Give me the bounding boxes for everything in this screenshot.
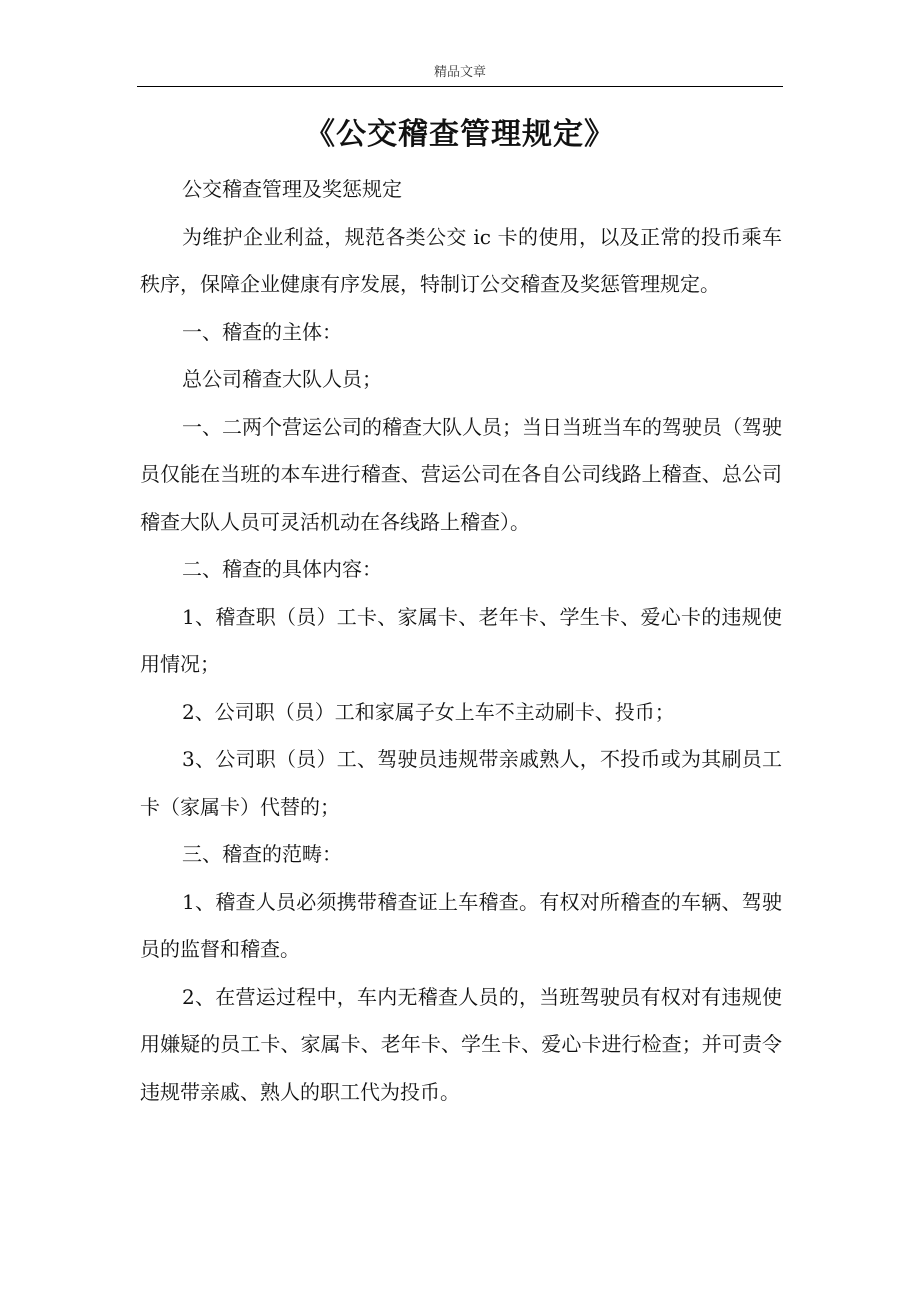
header-divider (137, 86, 783, 87)
list-item: 1、稽查人员必须携带稽查证上车稽查。有权对所稽查的车辆、驾驶员的监督和稽查。 (140, 889, 782, 961)
paragraph: 一、二两个营运公司的稽查大队人员；当日当班当车的驾驶员（驾驶员仅能在当班的本车进行稽查、营运公司在各自公司线路上稽查、总公司稽查大队人员可灵活机动在各线路上稽查）。 (140, 414, 782, 534)
list-item: 1、稽查职（员）工卡、家属卡、老年卡、学生卡、爱心卡的违规使用情况； (140, 604, 782, 676)
section-heading-scope: 三、稽查的范畴： (182, 842, 342, 866)
document-body (140, 166, 782, 1116)
list-item: 2、公司职（员）工和家属子女上车不主动刷卡、投币； (182, 699, 675, 724)
page-header-label: 精品文章 (433, 65, 486, 80)
paragraph: 总公司稽查大队人员； (182, 367, 382, 391)
paragraph-subtitle: 公交稽查管理及奖惩规定 (182, 177, 402, 201)
list-item: 3、公司职（员）工、驾驶员违规带亲戚熟人，不投币或为其刷员工卡（家属卡）代替的； (140, 747, 782, 819)
section-heading-subject: 一、稽查的主体： (182, 319, 342, 344)
section-heading-content: 二、稽查的具体内容： (182, 557, 382, 581)
paragraph-intro: 为维护企业利益，规范各类公交 ic 卡的使用，以及正常的投币乘车秩序，保障企业健康有序发展，特制订公交稽查及奖惩管理规定。 (140, 224, 782, 296)
document-title: 《公交稽查管理规定》 (305, 117, 615, 152)
list-item: 2、在营运过程中，车内无稽查人员的，当班驾驶员有权对有违规使用嫌疑的员工卡、家属卡、老年卡、学生卡、爱心卡进行检查；并可责令违规带亲戚、熟人的职工代为投币。 (140, 984, 782, 1104)
